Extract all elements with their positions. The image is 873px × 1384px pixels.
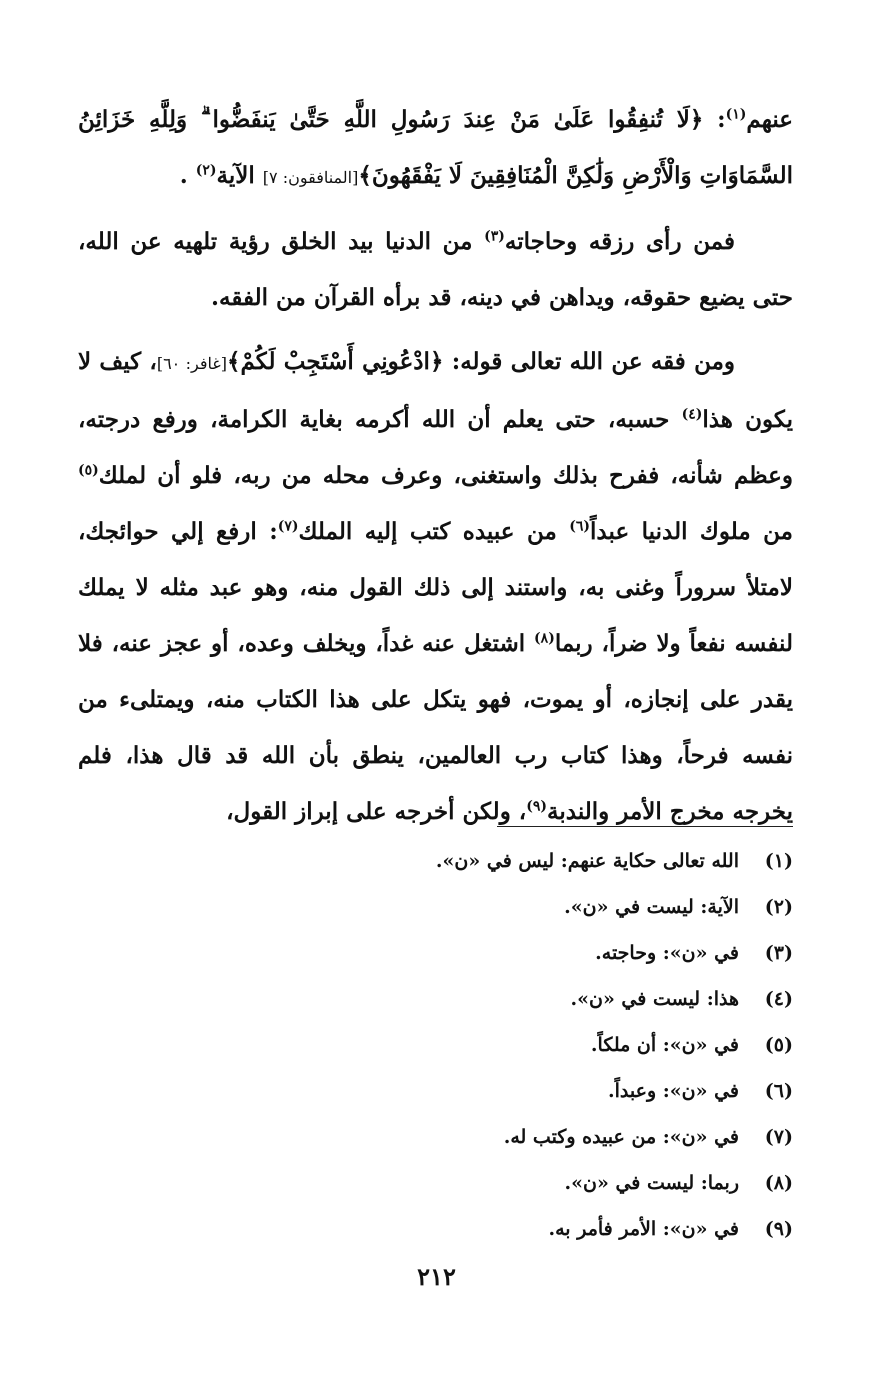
footnote-number: (١) [764, 850, 793, 872]
footnote-text: الله تعالى حكاية عنهم: ليس في «ن». [435, 850, 739, 872]
footnote-text: في «ن»: وحاجته. [595, 942, 739, 964]
paragraph-3-a: ومن فقه عن الله تعالى قوله: [443, 348, 736, 375]
paragraph-1-end: . [179, 162, 196, 189]
footnote-text: ربما: ليست في «ن». [564, 1172, 739, 1194]
paragraph-3-h: ، ولكن أخرجه على إبراز القول، [226, 798, 527, 825]
quran-verse-1: لَا تُنفِقُوا عَلَىٰ مَنْ عِندَ رَسُولِ اللَّهِ حَتَّىٰ يَنفَضُّوا ۗ وَلِلَّهِ خَزَائِنُ السَّمَاوَاتِ وَالْأَرْضِ وَلَٰكِنَّ الْمُنَافِقِينَ لَا يَفْقَهُونَ [78, 106, 793, 189]
footnote-text: هذا: ليست في «ن». [570, 988, 739, 1010]
paragraph-3-e: من عبيده كتب إليه الملك [298, 518, 570, 545]
footnote-number: (٦) [764, 1080, 793, 1102]
footnote-marker-1: (١) [725, 106, 747, 123]
paragraph-1-intro: عنهم [746, 106, 793, 133]
footnote-marker-3: (٣) [484, 228, 505, 245]
paragraph-3 [78, 334, 793, 840]
footnote-marker-7: (٧) [277, 518, 299, 535]
footnote-marker-8: (٨) [534, 630, 555, 647]
footnote-marker-6: (٦) [569, 518, 591, 535]
footnote-number: (٩) [764, 1218, 793, 1240]
footnote-number: (٨) [764, 1172, 793, 1194]
footnote-item [78, 976, 793, 1022]
footnote-number: (٣) [764, 942, 793, 964]
paragraph-2-a: فمن رأى رزقه وحاجاته [504, 228, 735, 255]
footnote-text: في «ن»: الأمر فأمر به. [548, 1218, 739, 1240]
quran-close-bracket-2: ﴾ [227, 348, 241, 375]
footnote-text: الآية: ليست في «ن». [564, 896, 739, 918]
footnote-marker-4: (٤) [681, 406, 703, 423]
footnote-item [78, 1114, 793, 1160]
footnote-number: (٥) [764, 1034, 793, 1056]
quran-open-bracket-2: ﴿ [429, 348, 444, 375]
verse-reference-1: [المنافقون: ٧] [262, 168, 359, 187]
footnote-divider [497, 826, 793, 827]
footnote-number: (٢) [764, 896, 793, 918]
quran-open-bracket: ﴿ [689, 106, 704, 133]
paragraph-2-b: من الدنيا بيد الخلق رؤية تلهيه عن الله، حتى يضيع حقوقه، ويداهن في دينه، قد برأه القرآن من الفقه. [78, 228, 793, 311]
paragraph-3-f: : ارفع إلي حوائجك، لامتلأ سروراً وغنى به، واستند إلى ذلك القول منه، وهو عبد مثله لا يملك لنفسه نفعاً ولا ضراً، ربما [78, 518, 794, 657]
footnote-item [78, 930, 793, 976]
footnote-text: في «ن»: أن ملكاً. [590, 1034, 739, 1056]
colon: : [703, 106, 726, 133]
footnote-item [78, 838, 793, 884]
footnote-item [78, 1022, 793, 1068]
paragraph-2 [78, 214, 793, 326]
paragraph-3-g: اشتغل عنه غداً، ويخلف وعده، أو عجز عنه، فلا يقدر على إنجازه، أو يموت، فهو يتكل على هذا الكتاب منه، ويمتلىء من نفسه فرحاً، وهذا كتاب رب العالمين، ينطق بأن الله قد قال هذا، فلم يخرجه مخرج الأمر والندبة [78, 630, 793, 825]
paragraph-1-tail: الآية [216, 162, 263, 189]
footnote-number: (٤) [764, 988, 793, 1010]
footnote-item [78, 1206, 793, 1252]
paragraph-3-d: من ملوك الدنيا عبداً [590, 518, 793, 545]
footnote-marker-2: (٢) [195, 162, 217, 179]
footnote-item [78, 884, 793, 930]
paragraph-1 [78, 92, 793, 206]
paragraph-3-c: حسبه، حتى يعلم أن الله أكرمه بغاية الكرامة، ورفع درجته، وعظم شأنه، ففرح بذلك واستغنى، وعرف محله من ربه، فلو أن لملك [78, 406, 793, 489]
page-number: ٢١٢ [417, 1262, 456, 1291]
paragraph-3-b: ، كيف لا يكون هذا [78, 348, 793, 433]
footnote-marker-5: (٥) [78, 462, 99, 479]
footnote-text: في «ن»: وعبداً. [608, 1080, 739, 1102]
quran-close-bracket: ﴾ [358, 162, 372, 189]
verse-reference-2: [غافر: ٦٠] [156, 354, 227, 373]
quran-verse-2: ادْعُونِي أَسْتَجِبْ لَكُمْ [240, 348, 430, 375]
footnote-text: في «ن»: من عبيده وكتب له. [503, 1126, 739, 1148]
footnote-item [78, 1068, 793, 1114]
footnote-item [78, 1160, 793, 1206]
main-text [78, 92, 793, 840]
footnotes-list [78, 838, 793, 1252]
footnote-marker-9: (٩) [526, 798, 548, 815]
footnote-number: (٧) [764, 1126, 793, 1148]
